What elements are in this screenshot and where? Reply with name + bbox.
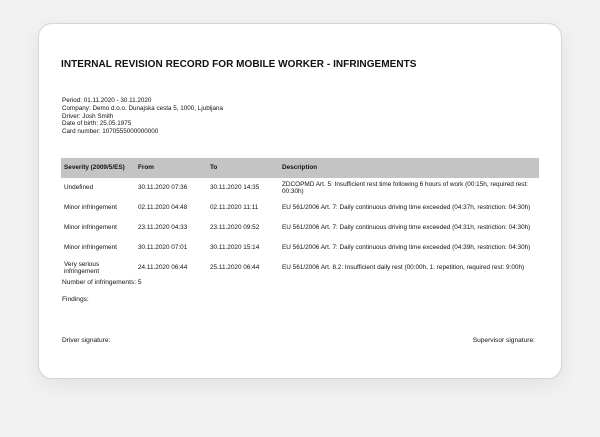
cell-to: 25.11.2020 06:44 [210, 264, 260, 272]
header-description: Description [279, 158, 539, 178]
cell-to: 02.11.2020 11:11 [210, 204, 259, 212]
cell-to: 23.11.2020 09:52 [210, 224, 260, 232]
table-row [61, 178, 539, 198]
meta-driver: Driver: Josh Smith [62, 112, 114, 120]
cell-from: 24.11.2020 06:44 [138, 264, 188, 272]
meta-period: Period: 01.11.2020 - 30.11.2020 [62, 97, 152, 104]
findings-label: Findings: [62, 296, 89, 303]
cell-from: 23.11.2020 04:33 [138, 224, 188, 232]
meta-card-number: Card number: 1070555000000000 [62, 128, 159, 136]
cell-from: 02.11.2020 04:48 [138, 204, 188, 212]
document-meta [62, 97, 223, 136]
table-row [61, 238, 539, 258]
table-header-row [61, 158, 539, 178]
cell-description: EU 561/2006 Art. 7: Daily continuous driving time exceeded (04:39h, restriction: 04:30h) [282, 244, 531, 252]
document-title: INTERNAL REVISION RECORD FOR MOBILE WORKER - INFRINGEMENTS [61, 59, 417, 70]
table-row [61, 198, 539, 218]
cell-description: ZDCOPMD Art. 5: Insufficient rest time following 6 hours of work (00:15h, required rest: 00:30h) [282, 180, 529, 195]
cell-from: 30.11.2020 07:36 [138, 184, 188, 192]
header-to: To [207, 158, 279, 178]
cell-description: EU 561/2006 Art. 8.2: Insufficient daily rest (00:00h, 1. repetition, required rest: 9:00h) [282, 264, 525, 272]
document-card [38, 23, 562, 379]
table-row [61, 258, 539, 278]
header-severity: Severity (2009/5/ES) [61, 158, 135, 178]
cell-severity: Minor infringement [64, 204, 117, 212]
cell-description: EU 561/2006 Art. 7: Daily continuous driving time exceeded (04:31h, restriction: 04:30h) [282, 224, 531, 232]
meta-birth-date: Date of birth: 25.05.1975 [62, 120, 132, 128]
cell-severity: Undefined [64, 184, 94, 192]
cell-severity: Very serious infringement [64, 260, 100, 275]
cell-severity: Minor infringement [64, 224, 117, 232]
table-row [61, 218, 539, 238]
cell-from: 30.11.2020 07:01 [138, 244, 188, 252]
driver-signature-label: Driver signature: [62, 337, 111, 344]
cell-severity: Minor infringement [64, 244, 117, 252]
infringements-table [61, 158, 539, 278]
cell-description: EU 561/2006 Art. 7: Daily continuous driving time exceeded (04:37h, restriction: 04:30h) [282, 204, 531, 212]
meta-company: Company: Demo d.o.o. Dunajska cesta 5, 1000, Ljubljana [62, 104, 224, 112]
supervisor-signature-label: Supervisor signature: [472, 337, 535, 344]
cell-to: 30.11.2020 14:35 [210, 184, 260, 192]
cell-to: 30.11.2020 15:14 [210, 244, 260, 252]
infringement-count: Number of infringements: 5 [62, 279, 142, 286]
header-from: From [135, 158, 207, 178]
